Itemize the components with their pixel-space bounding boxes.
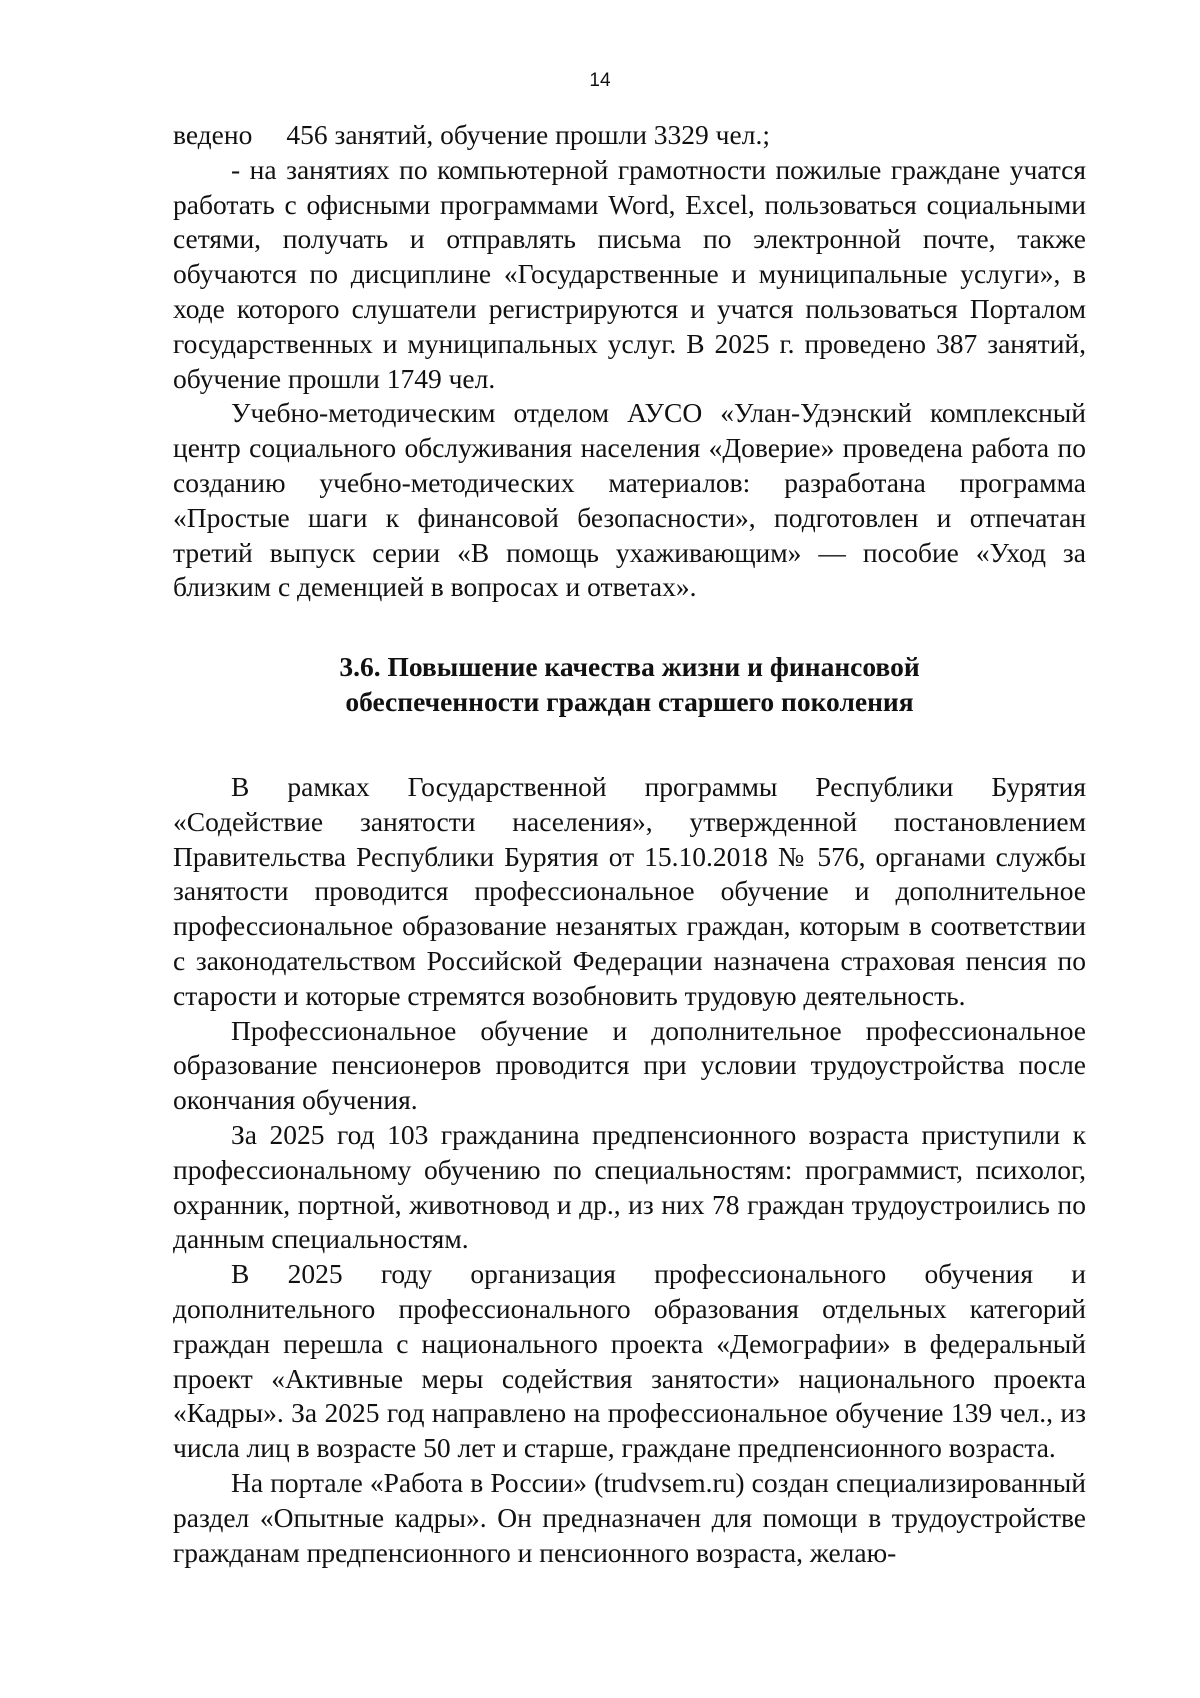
continuation-word: ведено xyxy=(173,119,253,150)
paragraph: За 2025 год 103 гражданина предпенсионного возраста приступили к профессиональному обучению по специальностям: программист, психолог, охранник, портной, животновод и др., из них 78 граждан трудоустроились по данным специальностям. xyxy=(173,1118,1086,1255)
page-number: 14 xyxy=(589,70,611,91)
continuation-text: 456 занятий, обучение прошли 3329 чел.; xyxy=(286,119,770,150)
paragraph: - на занятиях по компьютерной грамотности пожилые граждане учатся работать с офисными программами Word, Excel, пользоваться социальными сетями, получать и отправлять письма по электронной почте, также обучаются по дисциплине «Государственные и муниципальные услуги», в ходе которого слушатели регистрируются и учатся пользоваться Порталом государственных и муниципальных услуг. В 2025 г. проведено 387 занятий, обучение прошли 1749 чел. xyxy=(173,153,1086,394)
section-heading-line: 3.6. Повышение качества жизни и финансовой xyxy=(339,651,920,682)
paragraph: На портале «Работа в России» (trudvsem.ru) создан специализированный раздел «Опытные кадры». Он предназначен для помощи в трудоустройстве гражданам предпенсионного и пенсионного возраста, желаю- xyxy=(173,1466,1086,1568)
body-text-block xyxy=(173,770,1086,1570)
continuation-line xyxy=(173,118,1086,153)
paragraph: В 2025 году организация профессионального обучения и дополнительного профессионального образования отдельных категорий граждан перешла с национального проекта «Демографии» в федеральный проект «Активные меры содействия занятости» национального проекта «Кадры». За 2025 год направлено на профессиональное обучение 139 чел., из числа лиц в возрасте 50 лет и старше, граждане предпенсионного возраста. xyxy=(173,1258,1086,1464)
paragraph: Учебно-методическим отделом АУСО «Улан-Удэнский комплексный центр социального обслуживания населения «Доверие» проведена работа по созданию учебно-методических материалов: разработана программа «Простые шаги к финансовой безопасности», подготовлен и отпечатан третий выпуск серии «В помощь ухаживающим» — пособие «Уход за близким с деменцией в вопросах и ответах». xyxy=(173,397,1086,603)
paragraph: В рамках Государственной программы Республики Бурятия «Содействие занятости населения», утвержденной постановлением Правительства Республики Бурятия от 15.10.2018 № 576, органами службы занятости проводится профессиональное обучение и дополнительное профессиональное образование незанятых граждан, которым в соответствии с законодательством Российской Федерации назначена страховая пенсия по старости и которые стремятся возобновить трудовую деятельность. xyxy=(173,771,1086,1011)
paragraph: Профессиональное обучение и дополнительное профессиональное образование пенсионеров проводится при условии трудоустройства после окончания обучения. xyxy=(173,1014,1086,1116)
section-heading xyxy=(173,649,1086,719)
section-heading-line: обеспеченности граждан старшего поколения xyxy=(345,686,914,717)
top-text-block xyxy=(173,118,1086,605)
